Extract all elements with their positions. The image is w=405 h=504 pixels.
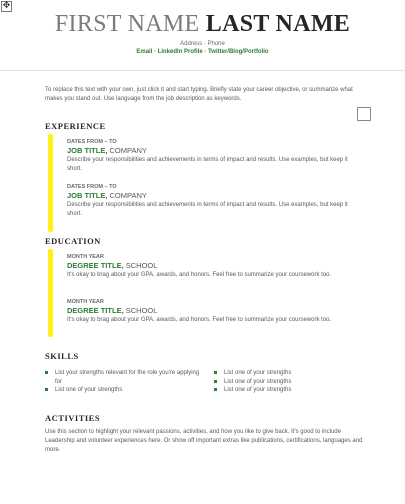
school-name: SCHOOL bbox=[123, 261, 158, 270]
job-title-line bbox=[67, 146, 357, 156]
skill-item[interactable] bbox=[214, 369, 364, 378]
skills-heading[interactable]: SKILLS bbox=[45, 351, 79, 361]
experience-dates: DATES FROM – TO bbox=[67, 139, 117, 145]
skills-list-right bbox=[214, 369, 364, 395]
skill-item[interactable] bbox=[45, 369, 205, 386]
education-heading[interactable]: EDUCATION bbox=[45, 236, 101, 246]
first-name[interactable]: FIRST NAME bbox=[54, 11, 200, 37]
company-name: COMPANY bbox=[107, 146, 147, 155]
bullet-icon bbox=[214, 371, 217, 374]
skill-item[interactable] bbox=[214, 386, 364, 395]
activities-text[interactable]: Use this section to highlight your relevant passions, activities, and how you like to give back. It's good to include Leadership and volunteer experiences here. Or show off important extras like publications, certifications, languages and more. bbox=[45, 429, 363, 453]
resume-header bbox=[0, 10, 405, 56]
education-date: MONTH YEAR bbox=[67, 254, 104, 260]
highlight-mark-education bbox=[48, 249, 53, 337]
activities-heading[interactable]: ACTIVITIES bbox=[45, 413, 101, 423]
education-description: It's okay to brag about your GPA, awards, and honors. Feel free to summarize your coursework too. bbox=[67, 272, 332, 278]
job-title: JOB TITLE, bbox=[67, 191, 108, 200]
company-name: COMPANY bbox=[107, 191, 147, 200]
degree-line bbox=[67, 261, 357, 271]
experience-dates: DATES FROM – TO bbox=[67, 184, 117, 190]
education-description: It's okay to brag about your GPA, awards, and honors. Feel free to summarize your coursework too. bbox=[67, 317, 332, 323]
contact-address-phone[interactable]: Address · Phone bbox=[180, 41, 225, 47]
full-name[interactable] bbox=[0, 10, 405, 38]
skills-list-left bbox=[45, 369, 205, 395]
degree-title: DEGREE TITLE, bbox=[67, 261, 124, 270]
objective-text[interactable]: To replace this text with your own, just click it and start typing. Briefly state your career objective, or summarize what makes you stand out. Use language from the job description as keywords. bbox=[45, 87, 353, 102]
skill-text: List one of your strengths bbox=[224, 378, 292, 385]
bullet-icon bbox=[45, 371, 48, 374]
skill-item[interactable] bbox=[214, 378, 364, 387]
degree-title: DEGREE TITLE, bbox=[67, 306, 124, 315]
layout-options-checkbox[interactable] bbox=[357, 107, 371, 121]
job-description: Describe your responsibilities and achievements in terms of impact and results. Use examples, but keep it short. bbox=[67, 202, 348, 217]
last-name[interactable]: LAST NAME bbox=[205, 11, 351, 37]
degree-line bbox=[67, 306, 357, 316]
experience-heading[interactable]: EXPERIENCE bbox=[45, 121, 106, 131]
header-divider bbox=[0, 70, 405, 71]
skill-text: List one of your strengths bbox=[224, 370, 292, 376]
job-title: JOB TITLE, bbox=[67, 146, 108, 155]
education-entry[interactable] bbox=[67, 298, 357, 325]
job-description: Describe your responsibilities and achievements in terms of impact and results. Use examples, but keep it short. bbox=[67, 157, 348, 172]
bullet-icon bbox=[214, 380, 217, 383]
skill-text: List your strengths relevant for the role you're applying for bbox=[55, 370, 200, 385]
school-name: SCHOOL bbox=[123, 306, 158, 315]
experience-entry[interactable] bbox=[67, 138, 357, 174]
education-entry[interactable] bbox=[67, 253, 357, 280]
contact-links[interactable]: Email · LinkedIn Profile · Twitter/Blog/Portfolio bbox=[136, 49, 269, 55]
skill-text: List one of your strengths bbox=[224, 387, 292, 393]
highlight-mark-experience bbox=[48, 134, 53, 232]
job-title-line bbox=[67, 191, 357, 201]
move-handle-icon[interactable]: ✥ bbox=[2, 1, 11, 11]
skill-item[interactable] bbox=[45, 386, 205, 395]
bullet-icon bbox=[45, 388, 48, 391]
experience-entry[interactable] bbox=[67, 183, 357, 219]
skill-text: List one of your strengths bbox=[55, 387, 123, 393]
education-date: MONTH YEAR bbox=[67, 299, 104, 305]
bullet-icon bbox=[214, 388, 217, 391]
